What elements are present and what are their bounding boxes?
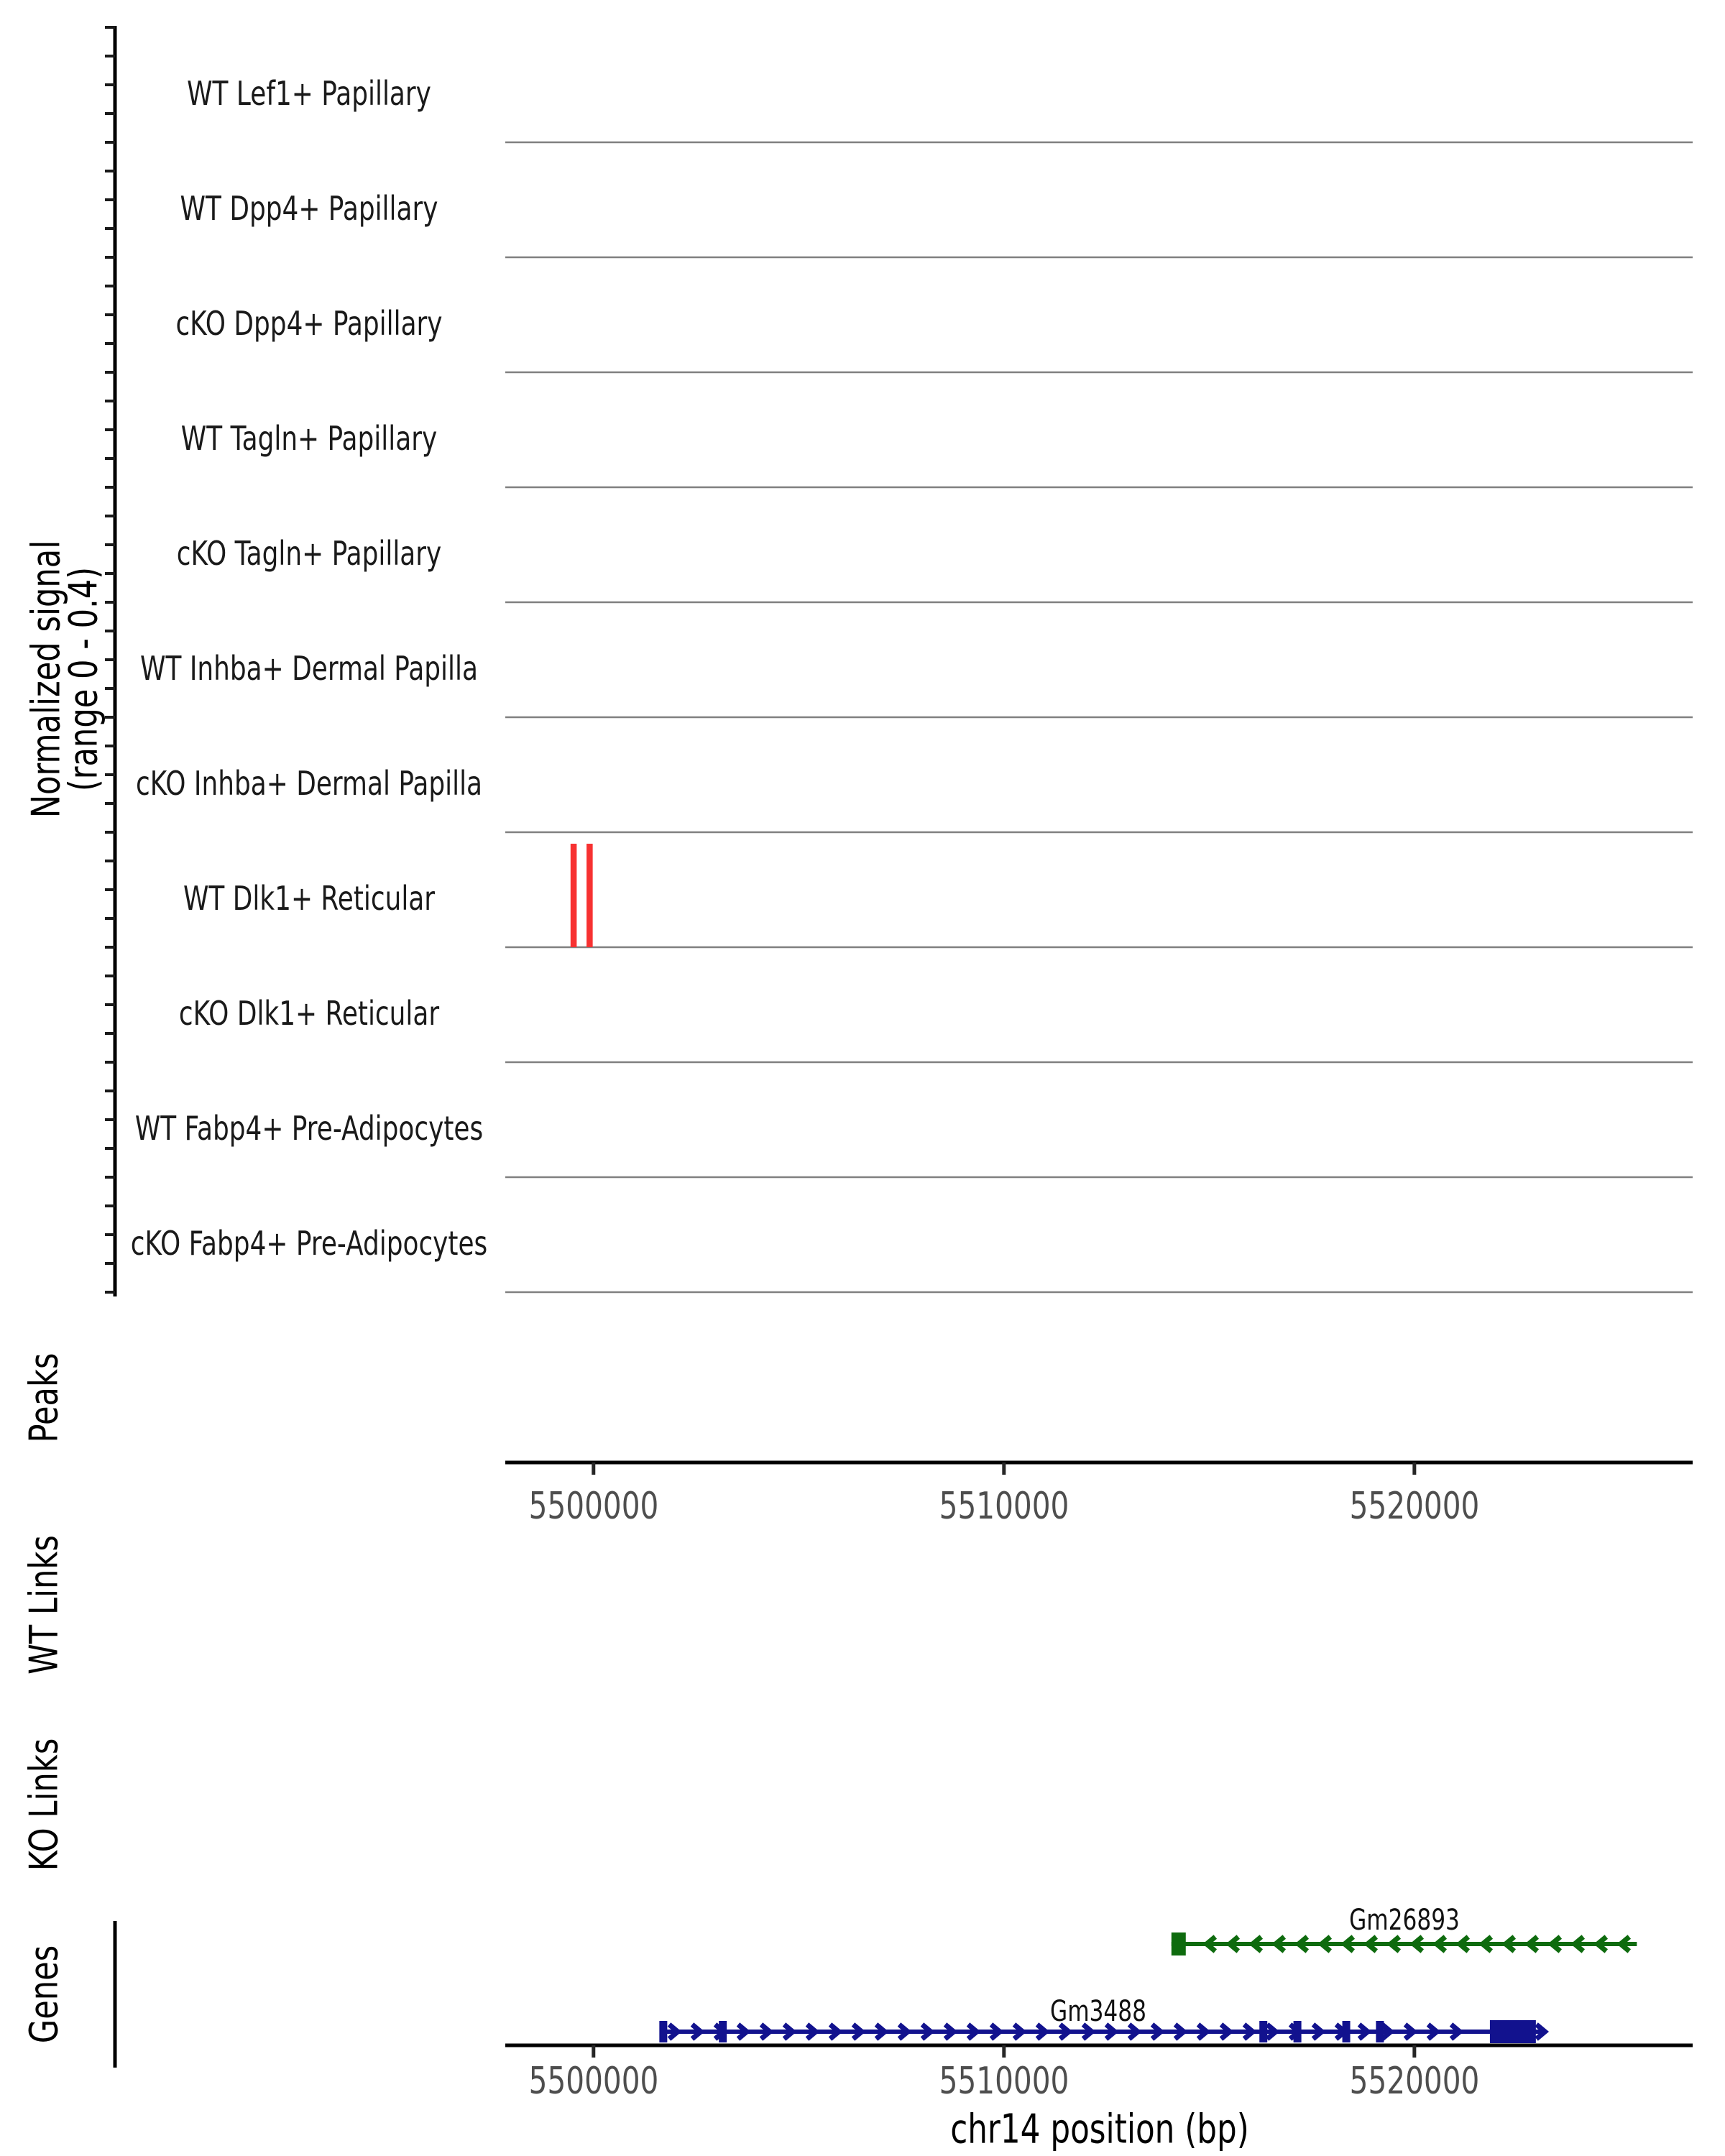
row-label-wt-links: WT Links (21, 1535, 67, 1674)
track-label: WT Lef1+ Papillary (187, 74, 431, 113)
signal-peak-bar (571, 844, 577, 947)
track-label: WT Tagln+ Papillary (180, 419, 438, 458)
gene-exon-block (1490, 2020, 1536, 2043)
y-axis-label-line2: (range 0 - 0.4) (60, 566, 106, 792)
row-label-ko-links: KO Links (21, 1738, 67, 1871)
row-label-genes: Genes (21, 1945, 67, 2044)
track-label: WT Dpp4+ Papillary (180, 189, 438, 228)
track-label: cKO Dpp4+ Papillary (175, 304, 443, 343)
gene-name-label: Gm3488 (1050, 1995, 1147, 2028)
genome-axis-tick-label: 5510000 (939, 1485, 1070, 1528)
track-label: cKO Tagln+ Papillary (176, 534, 442, 573)
gene-exon-block (1172, 1932, 1186, 1955)
genome-axis-tick-label: 5500000 (528, 2060, 659, 2103)
y-axis-label-line1: Normalized signal (23, 540, 69, 819)
track-label: WT Fabp4+ Pre-Adipocytes (134, 1109, 484, 1148)
track-label: cKO Inhba+ Dermal Papilla (135, 764, 483, 803)
gene-exon-tick (1259, 2021, 1267, 2042)
x-axis-title: chr14 position (bp) (950, 2106, 1249, 2153)
track-label: cKO Dlk1+ Reticular (178, 994, 440, 1033)
gene-name-label: Gm26893 (1348, 1904, 1460, 1937)
row-label-peaks: Peaks (21, 1353, 67, 1443)
genome-axis-tick-label: 5520000 (1349, 2060, 1480, 2103)
track-label: cKO Fabp4+ Pre-Adipocytes (130, 1224, 488, 1263)
gene-exon-tick (659, 2021, 667, 2042)
genome-axis-tick-label: 5500000 (528, 1485, 659, 1528)
signal-peak-bar (586, 844, 593, 947)
track-label: WT Inhba+ Dermal Papilla (140, 649, 478, 688)
genome-axis-tick-label: 5520000 (1349, 1485, 1480, 1528)
track-label: WT Dlk1+ Reticular (183, 879, 436, 918)
genome-axis-tick-label: 5510000 (939, 2060, 1070, 2103)
